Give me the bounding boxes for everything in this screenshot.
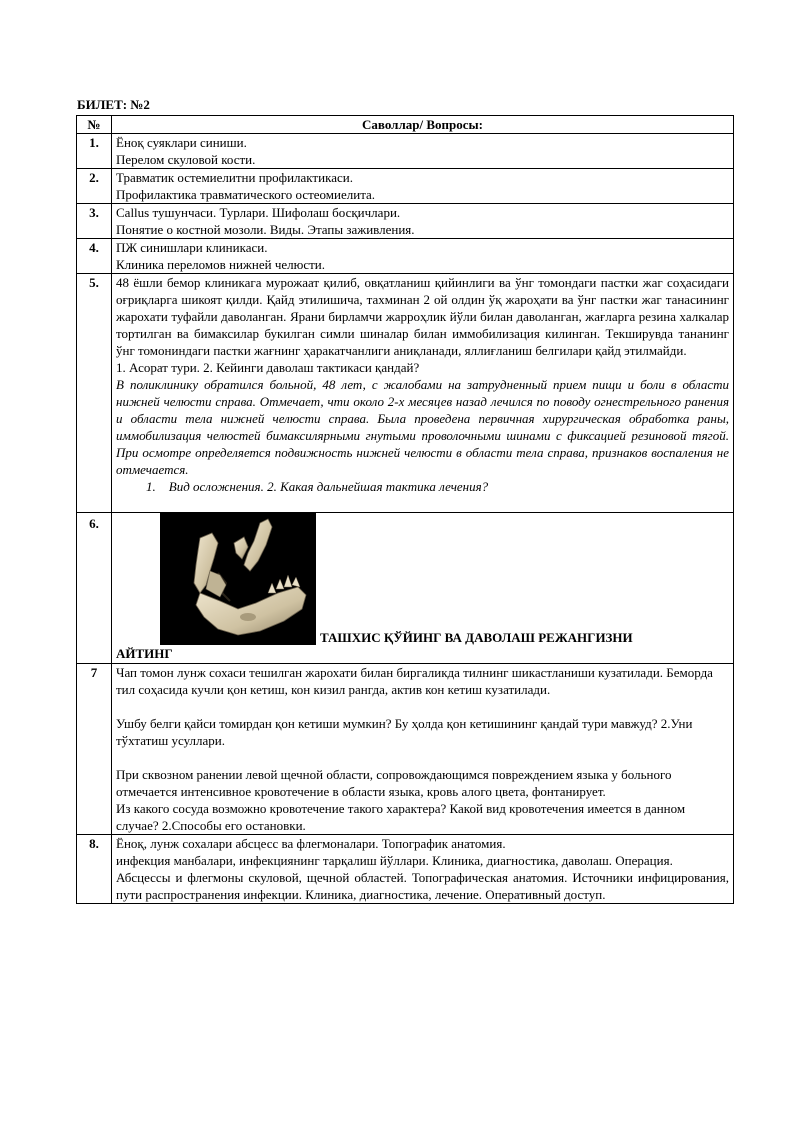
row-number: 7 — [77, 664, 112, 835]
table-row — [77, 239, 734, 274]
table-header-row — [77, 116, 734, 134]
question-uz: ПЖ синишлари клиникаси. — [116, 240, 268, 255]
case-text-uz: 48 ёшли бемор клиникага мурожаат қилиб, овқатланиш қийинлиги ва ўнг томондаги пастки жаг соҳасидаги оғриқларга шикоят қилди. Қайд этилишича, тахминан 2 ой олдин ўқ жароҳати ва ўнг пастки жаг танасининг жарохати туфайли даволанган. Ярани бирламчи жарроҳлик йўли билан даволанган, жағларга резина халкалар тортилган ва бимаксилар букилган симли шиналар билан иммобилизация килинган. Текширувда тананинг ўнг томониндаги пастки жағнинг ҳаракатчанлиги аниқланади, яллиғланиш белгилари қайд этилмайди. — [116, 275, 729, 358]
row-number: 1. — [77, 134, 112, 169]
question-uz-line1: Ёноқ, лунж сохалари абсцесс ва флегмоналари. Топографик анатомия. — [116, 836, 506, 851]
question-ru: Профилактика травматического остеомиелита. — [116, 187, 376, 202]
case-text-uz: Чап томон лунж сохаси тешилган жарохати билан биргаликда тилнинг шикастланиши кузатилади. Беморда тил соҳасида кучли қон кетиш, кон кизил рангда, актив кон кетиш кузатилади. — [116, 665, 713, 697]
table-row — [77, 134, 734, 169]
case-questions-ru: Из какого сосуда возможно кровотечение такого характера? Какой вид кровотечения имеется в данном случае? 2.Способы его остановки. — [116, 801, 686, 833]
case-questions-uz: 1. Асорат тури. 2. Кейинги даволаш тактикаси қандай? — [116, 360, 420, 375]
row-number: 4. — [77, 239, 112, 274]
question-ru: Перелом скуловой кости. — [116, 152, 256, 167]
row-content — [112, 274, 734, 513]
case-questions-uz: Ушбу белги қайси томирдан қон кетиши мумкин? Бу ҳолда қон кетишининг қандай тури мавжуд? 2.Уни тўхтатиш усуллари. — [116, 716, 693, 748]
diagnosis-task-line1: ТАШХИС ҚЎЙИНГ ВА ДАВОЛАШ РЕЖАНГИЗНИ — [320, 630, 633, 645]
row-content — [112, 239, 734, 274]
table-row — [77, 664, 734, 835]
row-number: 6. — [77, 513, 112, 664]
mandible-ct-image — [160, 513, 316, 645]
case-questions-ru — [116, 478, 729, 495]
spacer — [116, 698, 729, 715]
header-number: № — [77, 116, 112, 134]
header-questions: Саволлар/ Вопросы: — [112, 116, 734, 134]
table-row — [77, 204, 734, 239]
table-row — [77, 169, 734, 204]
question-ru: Понятие о костной мозоли. Виды. Этапы заживления. — [116, 222, 415, 237]
diagnosis-task-line2: АЙТИНГ — [116, 646, 173, 661]
row-number: 8. — [77, 835, 112, 904]
question-uz: Ёноқ суяклари синиши. — [116, 135, 247, 150]
table-row — [77, 835, 734, 904]
diagnosis-block — [116, 513, 729, 663]
questions-table — [76, 115, 734, 904]
row-number: 3. — [77, 204, 112, 239]
question-uz-line2: инфекция манбалари, инфекциянинг тарқалиш йўллари. Клиника, диагностика, даволаш. Операция. — [116, 853, 673, 868]
question-uz: Травматик остемиелитни профилактикаси. — [116, 170, 353, 185]
row-number: 5. — [77, 274, 112, 513]
ticket-title: БИЛЕТ: №2 — [77, 97, 150, 112]
case-question-text: Вид осложнения. 2. Какая дальнейшая тактика лечения? — [168, 479, 489, 494]
row-content — [112, 204, 734, 239]
row-content — [112, 169, 734, 204]
row-content — [112, 664, 734, 835]
case-text-ru: При сквозном ранении левой щечной области, сопровождающимся повреждением языка у больного отмечается интенсивное кровотечение в области языка, кровь алого цвета, фонтанирует. — [116, 767, 672, 799]
question-ru: Клиника переломов нижней челюсти. — [116, 257, 326, 272]
spacer — [116, 495, 729, 512]
spacer — [116, 749, 729, 766]
table-row — [77, 274, 734, 513]
table-row — [77, 513, 734, 664]
question-uz: Callus тушунчаси. Турлари. Шифолаш босқичлари. — [116, 205, 401, 220]
question-ru: Абсцессы и флегмоны скуловой, щечной областей. Топографическая анатомия. Источники инфицирования, пути распространения инфекции. Клиника, диагностика, лечение. Оперативный доступ. — [116, 870, 729, 902]
case-text-ru: В поликлинику обратился больной, 48 лет, с жалобами на затрудненный прием пищи и боли в области нижней челюсти справа. Отмечает, чти около 2-х месяцев назад лечился по поводу огнестрельного ранения и области тела нижней челюсти справа. Была проведена первичная хирургическая обработка раны, иммобилизация челюстей бимаксилярными гнутыми проволочными шинами с фиксацией резиновой тягой. При осмотре определяется подвижность нижней челюсти в области тела справа, признаков воспаления не отмечается. — [116, 377, 729, 477]
row-content — [112, 134, 734, 169]
row-content — [112, 835, 734, 904]
case-question-number: 1. — [146, 479, 156, 494]
row-number: 2. — [77, 169, 112, 204]
row-content — [112, 513, 734, 664]
case-question-item — [146, 478, 729, 495]
